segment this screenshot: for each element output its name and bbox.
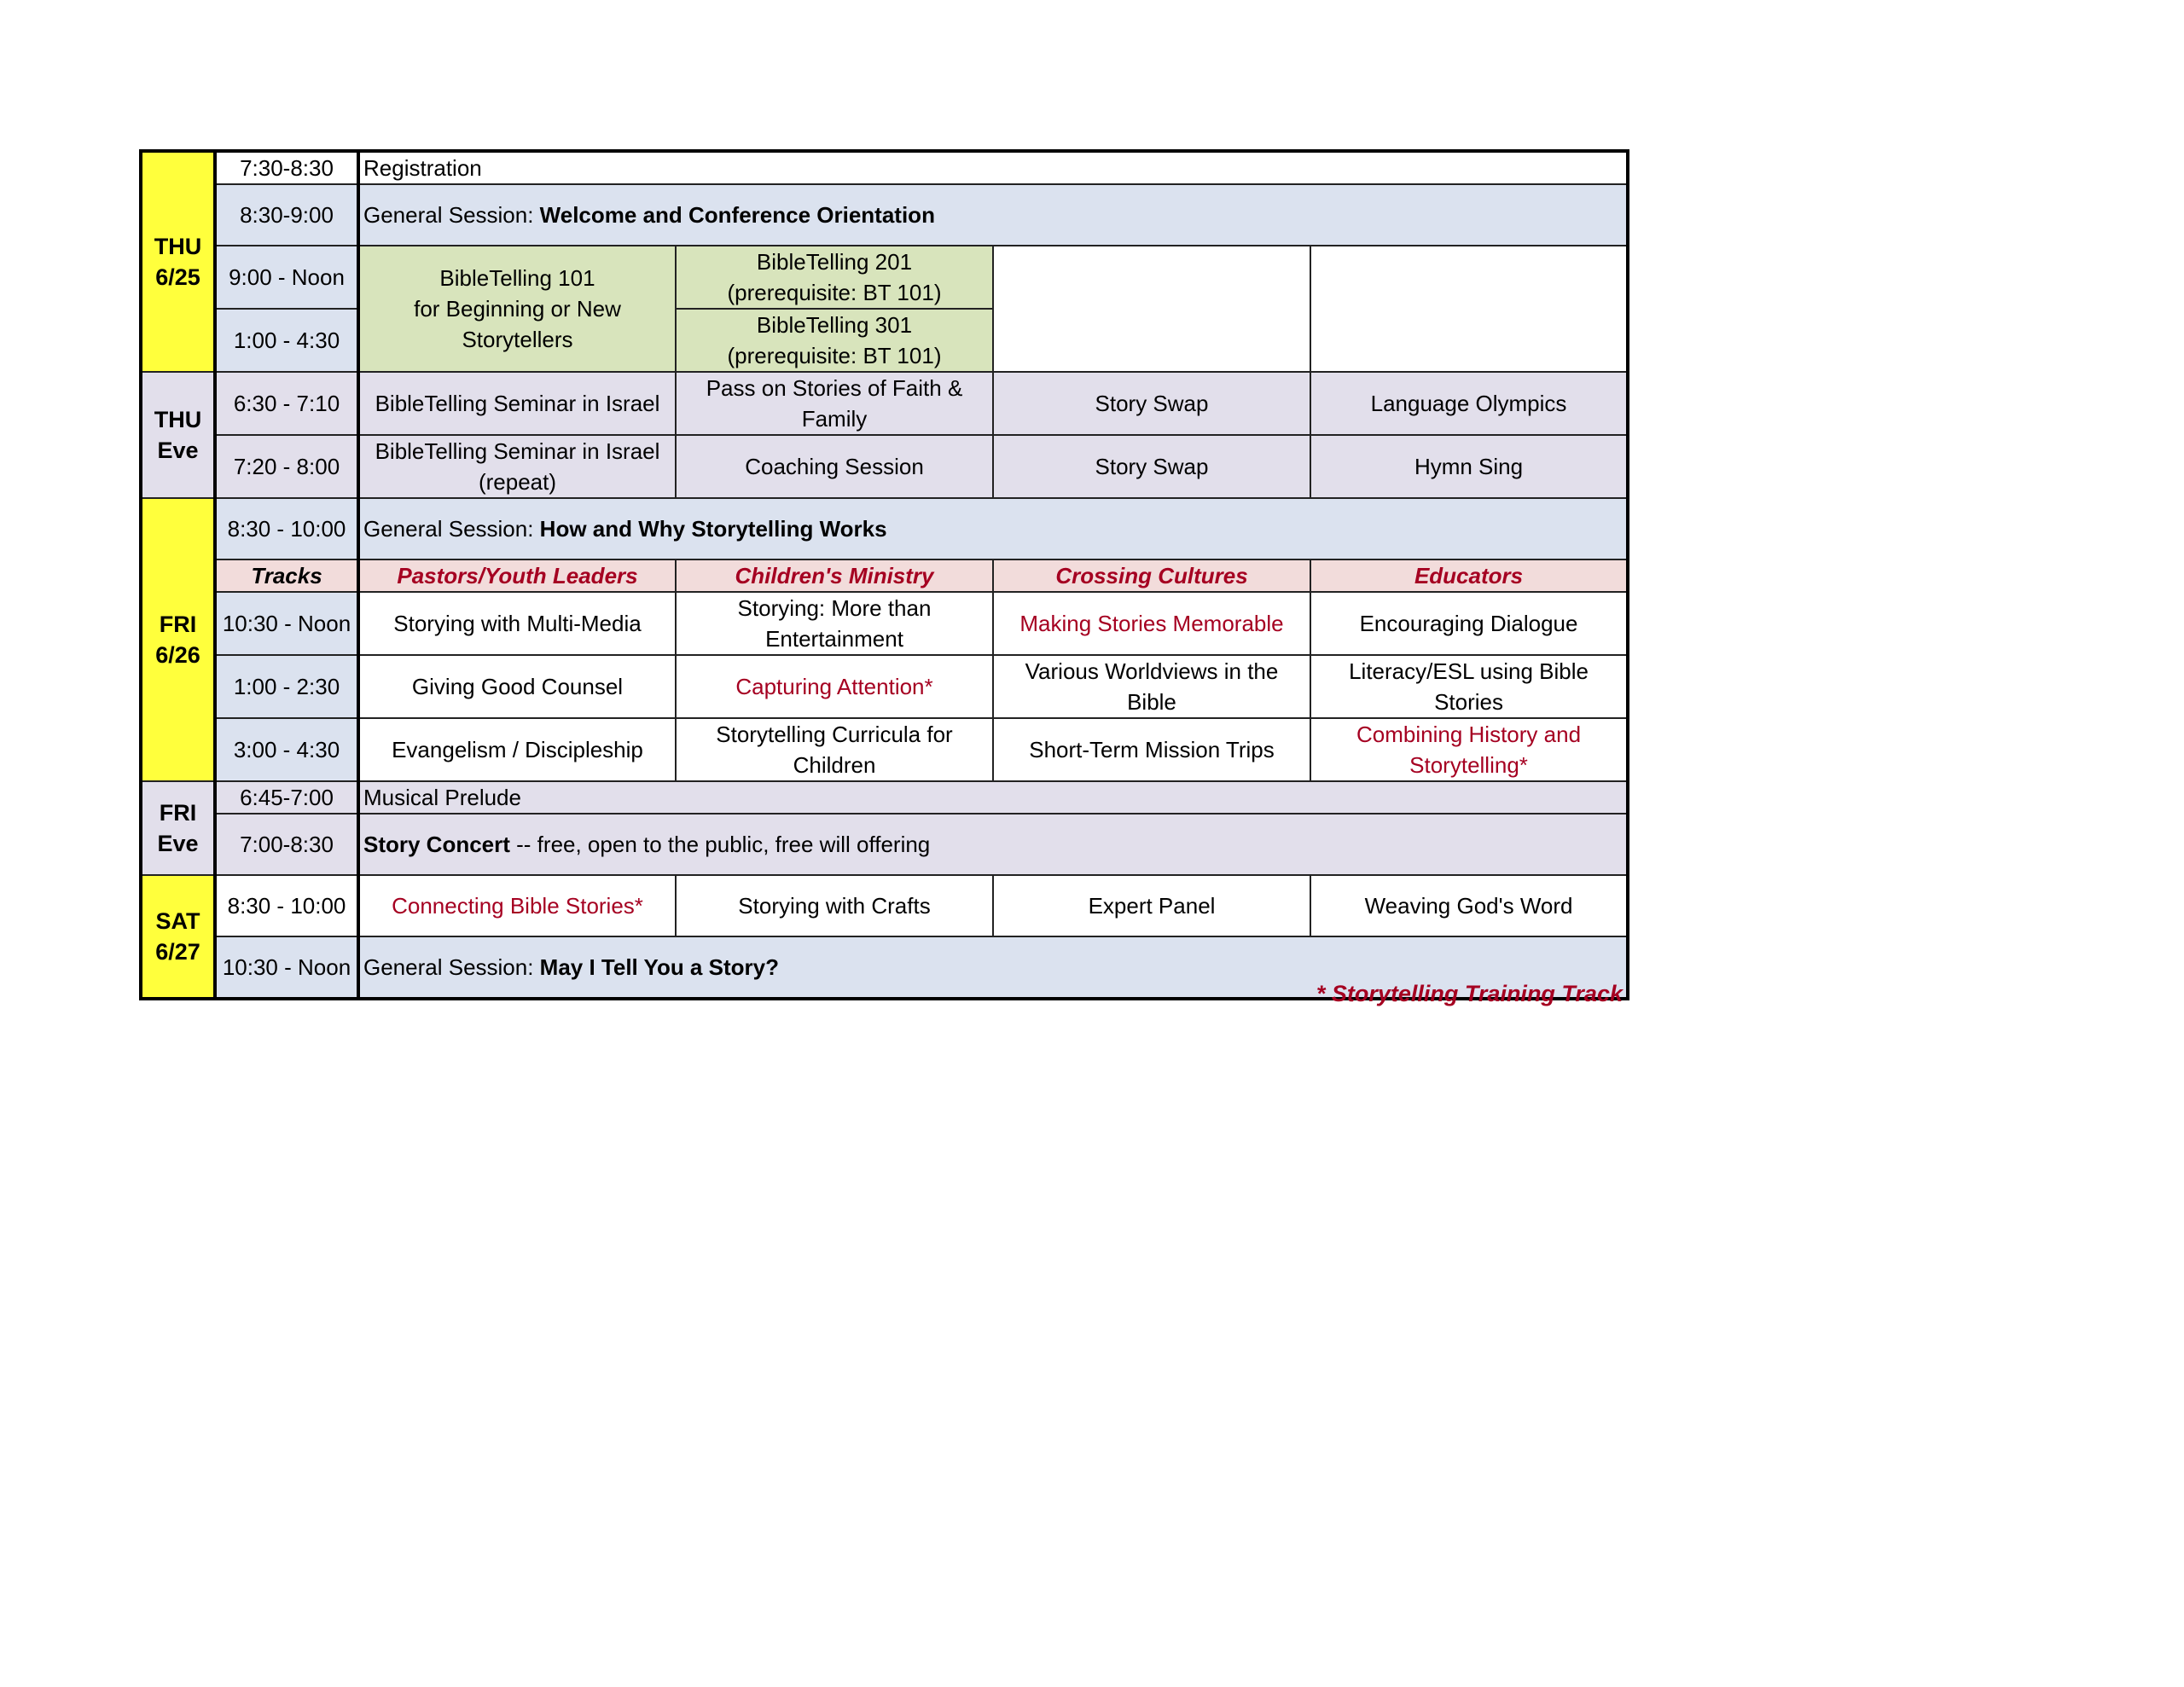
schedule-row xyxy=(141,246,1628,309)
session-cell: Literacy/ESL using Bible Stories xyxy=(1310,655,1628,718)
session-cell: Various Worldviews in the Bible xyxy=(993,655,1310,718)
time-cell: 3:00 - 4:30 xyxy=(215,718,358,781)
time-cell: 7:00-8:30 xyxy=(215,814,358,875)
tracks-header-row xyxy=(141,559,1628,592)
session-cell: Giving Good Counsel xyxy=(358,655,676,718)
time-cell: 1:00 - 4:30 xyxy=(215,309,358,372)
session-cell: Coaching Session xyxy=(676,435,993,498)
time-cell: 10:30 - Noon xyxy=(215,592,358,655)
session-cell: Storying with Multi-Media xyxy=(358,592,676,655)
time-cell: 7:30-8:30 xyxy=(215,151,358,184)
bt201-cell: BibleTelling 201 (prerequisite: BT 101) xyxy=(676,246,993,309)
time-cell: 9:00 - Noon xyxy=(215,246,358,309)
time-cell: 8:30-9:00 xyxy=(215,184,358,246)
day-thu: THU 6/25 xyxy=(141,151,215,372)
session-cell: Encouraging Dialogue xyxy=(1310,592,1628,655)
session-cell-training: Capturing Attention* xyxy=(676,655,993,718)
prelude-cell: Musical Prelude xyxy=(358,781,1628,814)
session-cell-training: Combining History and Storytelling* xyxy=(1310,718,1628,781)
schedule-row xyxy=(141,498,1628,559)
track-header: Educators xyxy=(1310,559,1628,592)
session-title: May I Tell You a Story? xyxy=(539,954,779,980)
track-header: Children's Ministry xyxy=(676,559,993,592)
schedule-row xyxy=(141,718,1628,781)
session-title: How and Why Storytelling Works xyxy=(539,516,887,542)
schedule-row xyxy=(141,814,1628,875)
conference-schedule-table xyxy=(139,149,1629,1000)
session-cell-training: Connecting Bible Stories* xyxy=(358,875,676,936)
registration-cell: Registration xyxy=(358,151,1628,184)
session-cell: Storytelling Curricula for Children xyxy=(676,718,993,781)
schedule-row xyxy=(141,184,1628,246)
bt301-cell: BibleTelling 301 (prerequisite: BT 101) xyxy=(676,309,993,372)
schedule-row xyxy=(141,372,1628,435)
session-prefix: General Session: xyxy=(363,516,540,542)
story-concert-cell xyxy=(358,814,1628,875)
concert-title: Story Concert xyxy=(363,832,510,857)
day-fri: FRI 6/26 xyxy=(141,498,215,781)
session-cell: Hymn Sing xyxy=(1310,435,1628,498)
session-cell: Weaving God's Word xyxy=(1310,875,1628,936)
day-fri-eve: FRI Eve xyxy=(141,781,215,875)
session-cell: Pass on Stories of Faith & Family xyxy=(676,372,993,435)
session-cell: BibleTelling Seminar in Israel xyxy=(358,372,676,435)
empty-cell xyxy=(1310,246,1628,372)
schedule-row xyxy=(141,655,1628,718)
time-cell: 6:30 - 7:10 xyxy=(215,372,358,435)
session-cell: Story Swap xyxy=(993,372,1310,435)
session-cell: Short-Term Mission Trips xyxy=(993,718,1310,781)
time-cell: 7:20 - 8:00 xyxy=(215,435,358,498)
time-cell: 10:30 - Noon xyxy=(215,936,358,999)
concert-details: -- free, open to the public, free will offering xyxy=(509,832,931,857)
general-session-cell xyxy=(358,498,1628,559)
bt101-cell: BibleTelling 101 for Beginning or New Storytellers xyxy=(358,246,676,372)
session-cell: Language Olympics xyxy=(1310,372,1628,435)
time-cell: 8:30 - 10:00 xyxy=(215,498,358,559)
tracks-label: Tracks xyxy=(215,559,358,592)
session-prefix: General Session: xyxy=(363,954,540,980)
session-title: Welcome and Conference Orientation xyxy=(539,202,935,228)
session-cell: Expert Panel xyxy=(993,875,1310,936)
session-cell: Storying: More than Entertainment xyxy=(676,592,993,655)
day-thu-eve: THU Eve xyxy=(141,372,215,498)
empty-cell xyxy=(993,246,1310,372)
schedule-row xyxy=(141,875,1628,936)
track-header: Crossing Cultures xyxy=(993,559,1310,592)
schedule-row xyxy=(141,435,1628,498)
schedule-row xyxy=(141,781,1628,814)
time-cell: 1:00 - 2:30 xyxy=(215,655,358,718)
day-sat: SAT 6/27 xyxy=(141,875,215,999)
session-cell-training: Making Stories Memorable xyxy=(993,592,1310,655)
time-cell: 8:30 - 10:00 xyxy=(215,875,358,936)
general-session-cell xyxy=(358,184,1628,246)
session-cell: Evangelism / Discipleship xyxy=(358,718,676,781)
session-prefix: General Session: xyxy=(363,202,540,228)
training-track-footnote: * Storytelling Training Track xyxy=(1316,981,1623,1006)
track-header: Pastors/Youth Leaders xyxy=(358,559,676,592)
session-cell: BibleTelling Seminar in Israel (repeat) xyxy=(358,435,676,498)
time-cell: 6:45-7:00 xyxy=(215,781,358,814)
session-cell: Story Swap xyxy=(993,435,1310,498)
session-cell: Storying with Crafts xyxy=(676,875,993,936)
schedule-row xyxy=(141,592,1628,655)
schedule-row xyxy=(141,151,1628,184)
